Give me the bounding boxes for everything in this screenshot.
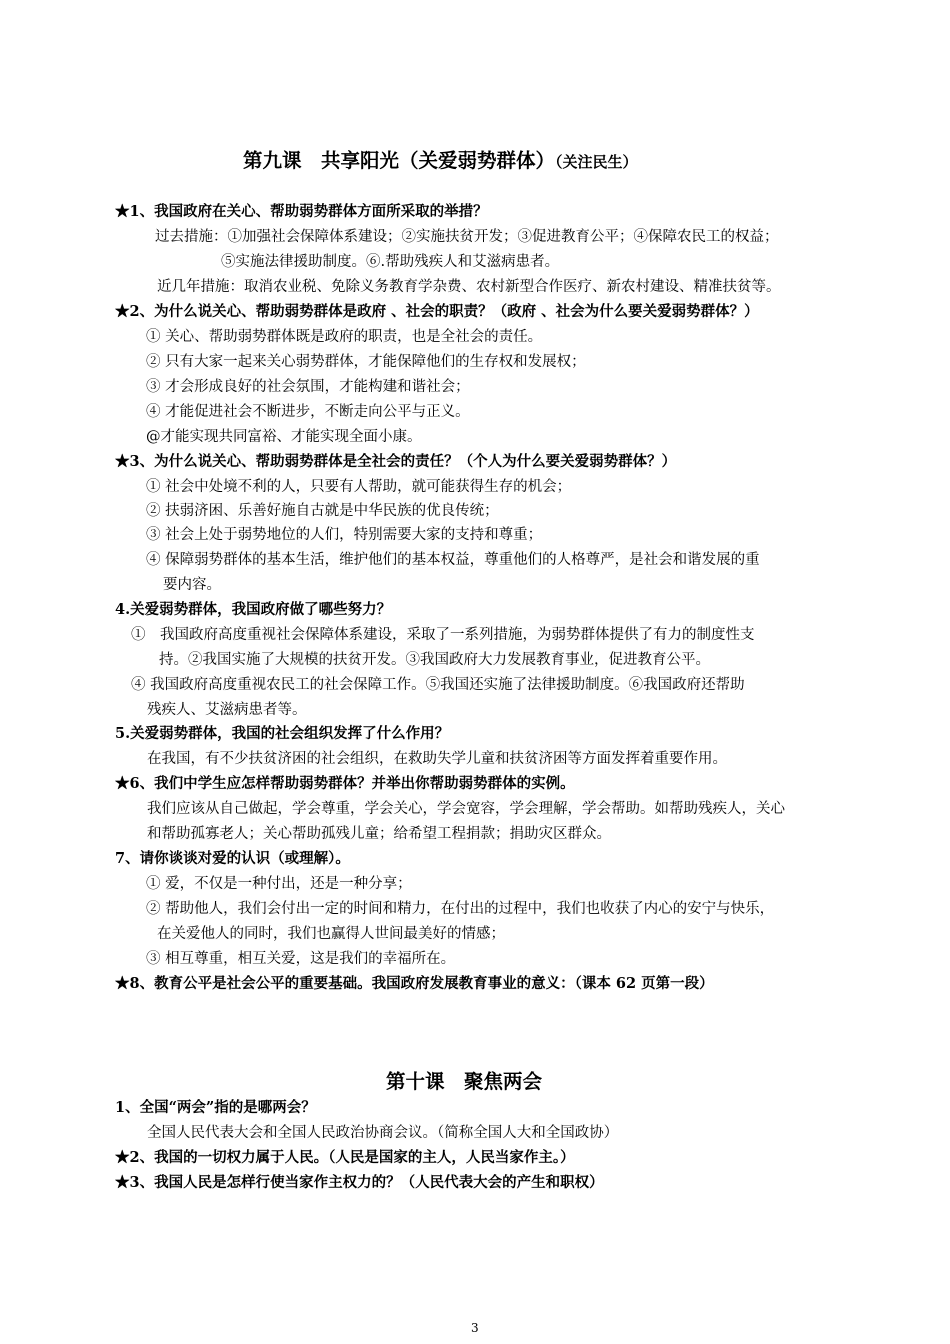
answer-line: ④ 才能促进社会不断进步，不断走向公平与正义。 — [146, 404, 470, 420]
answer-line: ① 关心、帮助弱势群体既是政府的职责，也是全社会的责任。 — [146, 329, 543, 345]
lesson10-title: 第十课 聚焦两会 — [386, 1070, 543, 1093]
question-2: ★2、我国的一切权力属于人民。（人民是国家的主人，人民当家作主。） — [115, 1149, 575, 1166]
answer-line: ② 只有大家一起来关心弱势群体，才能保障他们的生存权和发展权； — [146, 354, 586, 370]
answer-line: 和帮助孤寡老人；关心帮助孤残儿童；给希望工程捐款；捐助灾区群众。 — [147, 826, 611, 842]
question-3: ★3、我国人民是怎样行使当家作主权力的？（人民代表大会的产生和职权） — [115, 1174, 604, 1191]
answer-line: ④ 保障弱势群体的基本生活，维护他们的基本权益，尊重他们的人格尊严，是社会和谐发展的重 — [146, 552, 760, 568]
answer-line: ② 扶弱济困、乐善好施自古就是中华民族的优良传统； — [146, 503, 499, 519]
question-1: ★1、我国政府在关心、帮助弱势群体方面所采取的举措？ — [115, 203, 488, 220]
answer-line: ④ 我国政府高度重视农民工的社会保障工作。⑤我国还实施了法律援助制度。⑥我国政府还帮助 — [131, 677, 745, 693]
answer-line: ① 爱，不仅是一种付出，还是一种分享； — [146, 876, 412, 892]
answer-line: 全国人民代表大会和全国人民政治协商会议。（简称全国人大和全国政协） — [147, 1125, 619, 1141]
answer-line: 我们应该从自己做起，学会尊重，学会关心，学会宽容，学会理解，学会帮助。如帮助残疾人，关心 — [147, 801, 785, 817]
question-6: ★6、我们中学生应怎样帮助弱势群体？并举出你帮助弱势群体的实例。 — [115, 775, 575, 792]
answer-line: ③ 相互尊重，相互关爱，这是我们的幸福所在。 — [146, 951, 456, 967]
answer-line: ⑤实施法律援助制度。⑥.帮助残疾人和艾滋病患者。 — [221, 254, 560, 270]
answer-line: ① 我国政府高度重视社会保障体系建设，采取了一系列措施，为弱势群体提供了有力的制度性支 — [131, 627, 755, 643]
answer-line: @才能实现共同富裕、才能实现全面小康。 — [146, 429, 422, 445]
answer-line: ② 帮助他人，我们会付出一定的时间和精力，在付出的过程中，我们也收获了内心的安宁与快乐， — [146, 901, 775, 917]
answer-line: 在我国，有不少扶贫济困的社会组织，在救助失学儿童和扶贫济困等方面发挥着重要作用。 — [147, 751, 727, 767]
answer-line: ③ 社会上处于弱势地位的人们，特别需要大家的支持和尊重； — [146, 527, 543, 543]
lesson9-title-note: （关注民生） — [555, 153, 638, 171]
answer-line: 要内容。 — [163, 577, 221, 593]
answer-line: 残疾人、艾滋病患者等。 — [147, 702, 307, 718]
lesson9-title — [243, 148, 638, 175]
page-number: 3 — [471, 1321, 479, 1335]
answer-line: ① 社会中处境不利的人，只要有人帮助，就可能获得生存的机会； — [146, 479, 572, 495]
question-4: 4.关爱弱势群体，我国政府做了哪些努力？ — [115, 601, 392, 618]
question-7: 7、请你谈谈对爱的认识（或理解）。 — [115, 850, 350, 867]
answer-line: ③ 才会形成良好的社会氛围，才能构建和谐社会； — [146, 379, 470, 395]
answer-line: 近几年措施：取消农业税、免除义务教育学杂费、农村新型合作医疗、新农村建设、精准扶贫等。 — [157, 279, 781, 295]
answer-line: 过去措施：①加强社会保障体系建设；②实施扶贫开发；③促进教育公平；④保障农民工的权益； — [155, 229, 779, 245]
answer-line: 在关爱他人的同时，我们也赢得人世间最美好的情感； — [157, 926, 505, 942]
question-3: ★3、为什么说关心、帮助弱势群体是全社会的责任？（个人为什么要关爱弱势群体？） — [115, 453, 677, 470]
answer-line: 持。②我国实施了大规模的扶贫开发。③我国政府大力发展教育事业，促进教育公平。 — [159, 652, 710, 668]
question-1: 1、全国“两会”指的是哪两会？ — [115, 1099, 316, 1116]
lesson9-title-main: 第九课 共享阳光（关爱弱势群体） — [243, 149, 556, 172]
question-8: ★8、教育公平是社会公平的重要基础。我国政府发展教育事业的意义：（课本 62 页第一段） — [115, 975, 714, 992]
question-2: ★2、为什么说关心、帮助弱势群体是政府 、社会的职责？（政府 、社会为什么要关爱弱势群体？） — [115, 303, 759, 320]
question-5: 5.关爱弱势群体，我国的社会组织发挥了什么作用？ — [115, 725, 450, 742]
